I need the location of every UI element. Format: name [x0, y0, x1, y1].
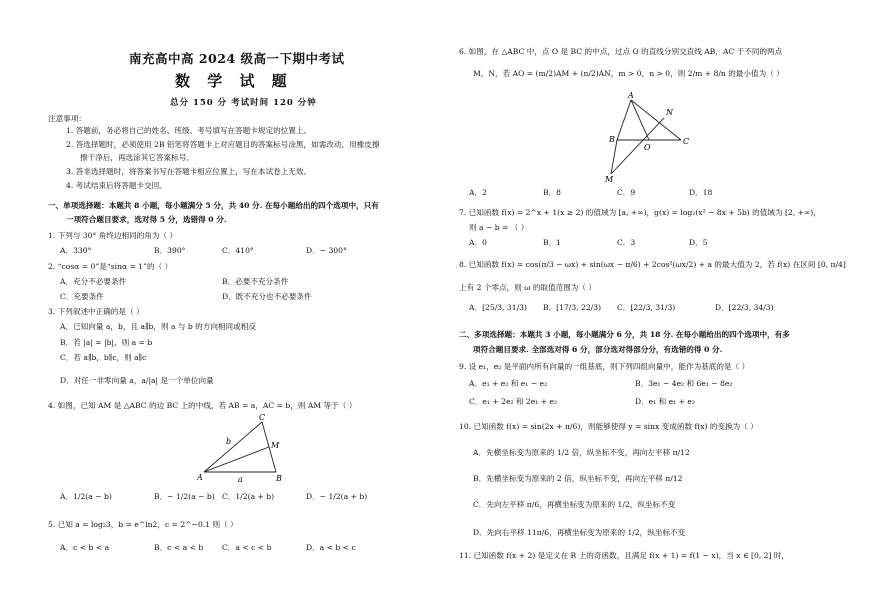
- q4-label-b: B: [276, 474, 282, 483]
- q6-label-a: A: [628, 91, 634, 100]
- q4-option-a: A．1/2(a − b): [60, 492, 112, 501]
- q4-stem: 4. 如图，已知 AM 是 △ABC 的边 BC 上的中线，若 AB = a，AC = b，则 AM 等于（ ）: [48, 401, 357, 410]
- q8-option-d: D．[22/3, 34/3): [715, 303, 774, 312]
- q8-stem-line2: 上有 2 个零点，则 ω 的取值范围为（ ）: [459, 283, 596, 292]
- note-item: 3. 答非选择题时，将答案书写在答题卡相应位置上，写在本试卷上无效。: [66, 167, 312, 176]
- q4-label-c: C: [259, 413, 266, 422]
- q9-stem: 9. 设 e₁，e₂ 是平面内所有向量的一组基底，则下列四组向量中，能作为基底的是（ ）: [459, 362, 750, 371]
- q10-option-d: D．先向右平移 11π/6，再横坐标变为原来的 1/2，纵坐标不变: [473, 528, 686, 537]
- q1-option-a: A．330°: [60, 246, 92, 255]
- q4-label-m: M: [271, 441, 280, 450]
- exam-subject: 数 学 试 题: [175, 72, 293, 90]
- q9-option-d: D．e₁ 和 e₁ + e₂: [635, 397, 695, 406]
- q5-option-b: B．c < a < b: [154, 543, 204, 552]
- q5-stem: 5. 已知 a = log₂3，b = e^ln2，c = 2^−0.1 则（ ）: [48, 520, 238, 529]
- q3-option-d: D．对任一非零向量 a，a/|a| 是一个单位向量: [60, 376, 214, 385]
- exam-meta: 总分 150 分 考试时间 120 分钟: [170, 98, 317, 108]
- q6-triangle-figure: [597, 90, 707, 184]
- q6-label-b: B: [609, 135, 615, 144]
- q4-option-c: C．1/2(a + b): [222, 492, 275, 501]
- q10-option-a: A．先横坐标变为原来的 1/2 倍，纵坐标不变，再向左平移 π/12: [473, 448, 690, 457]
- q3-option-c: C．若 a∥b，b∥c，则 a∥c: [60, 353, 147, 362]
- section1-heading: 一、单项选择题：本题共 8 小题，每小题满分 5 分，共 40 分. 在每小题给出的四个选项中，只有: [48, 201, 379, 210]
- q8-stem-line1: 8. 已知函数 f(x) = cos(π/3 − ωx) + sin(ωx − π/6) + 2cos²(ωx/2) + a 的最大值为 2，若 f(x) 在区间 [0, π/4]: [459, 260, 846, 269]
- q2-option-d: D．既不充分也不必要条件: [222, 292, 312, 301]
- q1-option-c: C．410°: [222, 246, 254, 255]
- q3-option-b: B．若 |a| = |b|，则 a = b: [60, 338, 153, 347]
- q7-stem-line1: 7. 已知函数 f(x) = 2^x + 1(x ≥ 2) 的值域为 [a, +∞)，g(x) = log₂(x² − 8x + 5b) 的值域为 [2, +∞)，: [459, 208, 821, 217]
- note-item: 1. 答题前，务必将自己的姓名、班级、考号填写在答题卡规定的位置上。: [66, 126, 312, 135]
- q4-label-a: A: [197, 473, 203, 482]
- q4-triangle-figure: [184, 410, 294, 490]
- q6-stem-line1: 6. 如图，在 △ABC 中，点 O 是 BC 的中点，过点 O 的直线分别交直线 AB，AC 于不同的两点: [459, 47, 783, 56]
- section1-heading-cont: 一项符合题目要求，选对得 5 分，选错得 0 分.: [66, 215, 227, 224]
- q4-option-b: B．− 1/2(a − b): [154, 492, 215, 501]
- q6-option-b: B．8: [543, 188, 562, 197]
- q11-stem: 11. 已知函数 f(x + 2) 是定义在 R 上的奇函数，且满足 f(x + 1) = f(1 − x)，当 x ∈ [0, 2] 时，: [459, 551, 790, 560]
- q7-stem-line2: 则 a − b = （ ）: [469, 223, 529, 232]
- q6-option-a: A．2: [469, 188, 487, 197]
- q2-option-c: C．充要条件: [60, 292, 104, 301]
- q1-option-d: D．− 300°: [306, 246, 347, 255]
- q10-option-b: B．先横坐标变为原来的 2 倍，纵坐标不变，再向左平移 π/12: [473, 474, 683, 483]
- q4-label-vec-b: b: [226, 437, 232, 446]
- exam-title: 南充高中高 2024 级高一下期中考试: [129, 51, 345, 66]
- q6-option-c: C．9: [617, 188, 636, 197]
- note-item: 2. 答选择题时，必须使用 2B 铅笔将答题卡上对应题目的答案标号涂黑，如需改动，用橡皮擦: [66, 140, 380, 149]
- q2-stem: 2. “cosα = 0”是“sinα = 1”的（ ）: [48, 262, 173, 271]
- q3-stem: 3. 下列叙述中正确的是（ ）: [48, 307, 144, 316]
- q2-option-b: B．必要不充分条件: [222, 277, 289, 286]
- q5-option-c: C．a < c < b: [222, 543, 272, 552]
- q6-stem-line2: M，N，若 AO = (m/2)AM + (n/2)AN，m > 0，n > 0，则 2/m + 8/n 的最小值为（ ）: [473, 69, 784, 78]
- section2-heading: 二、多项选择题：本题共 3 小题，每小题满分 6 分，共 18 分. 在每小题给出的四个选项中，有多: [459, 330, 790, 339]
- q6-label-m: M: [605, 175, 614, 184]
- q6-option-d: D．18: [689, 188, 713, 197]
- q3-option-a: A．已知向量 a，b，且 a∥b，则 a 与 b 的方向相同或相反: [60, 322, 256, 331]
- q7-option-b: B．1: [543, 238, 562, 247]
- q7-option-c: C．3: [617, 238, 636, 247]
- q1-option-b: B．390°: [154, 246, 186, 255]
- q9-option-c: C．e₁ + 2e₂ 和 2e₁ + e₂: [469, 397, 558, 406]
- note-item: 4. 考试结束后将答题卡交回。: [66, 181, 167, 190]
- q5-option-d: D．a < b < c: [306, 543, 356, 552]
- q6-label-o: O: [644, 143, 651, 152]
- q6-label-n: N: [666, 108, 673, 117]
- q2-option-a: A．充分不必要条件: [60, 277, 127, 286]
- q5-option-a: A．c < b < a: [60, 543, 110, 552]
- q6-label-c: C: [683, 137, 690, 146]
- q7-option-d: D．5: [689, 238, 708, 247]
- q10-option-c: C．先向左平移 π/6，再横坐标变为原来的 1/2，纵坐标不变: [473, 500, 676, 509]
- q1-stem: 1. 下列与 30° 角终边相同的角为（ ）: [48, 231, 178, 240]
- q7-option-a: A．0: [469, 238, 487, 247]
- q4-label-vec-a: a: [238, 475, 243, 484]
- note-item: 擦干净后，再选涂其它答案标号。: [80, 153, 194, 162]
- q8-option-b: B．[17/3, 22/3): [543, 303, 602, 312]
- q8-option-c: C．[22/3, 31/3): [617, 303, 676, 312]
- section2-heading-cont: 项符合题目要求. 全部选对得 6 分，部分选对得部分分，有选错的得 0 分.: [473, 345, 723, 354]
- notes-heading: 注意事项：: [48, 114, 86, 123]
- q9-option-a: A．e₁ + e₂ 和 e₁ − e₂: [469, 379, 548, 388]
- q4-option-d: D．− 1/2(a + b): [306, 492, 368, 501]
- q10-stem: 10. 已知函数 f(x) = sin(2x + π/6)，则能够使得 y = sinx 变成函数 f(x) 的变换为（ ）: [459, 422, 758, 431]
- q8-option-a: A．[25/3, 31/3): [469, 303, 527, 312]
- q9-option-b: B．3e₁ − 4e₂ 和 6e₁ − 8e₂: [635, 379, 733, 388]
